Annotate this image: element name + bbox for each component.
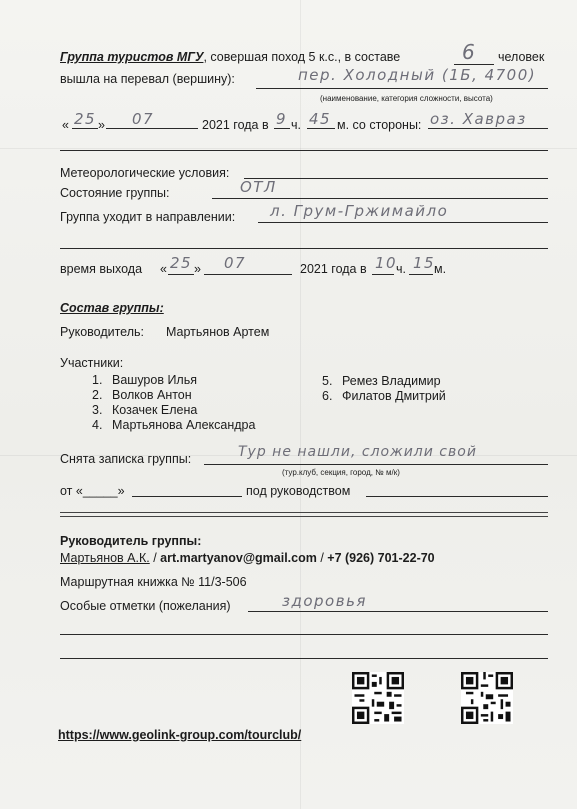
qr-code [461, 672, 513, 724]
leadership-underline [366, 496, 548, 497]
month-handwritten: 07 [132, 110, 155, 128]
intro-line [60, 50, 400, 65]
state-handwritten: ОТЛ [240, 178, 277, 196]
divider-line [60, 516, 548, 517]
leader-contact-name: Мартьянов А.К. [60, 551, 150, 565]
minute-underline [307, 128, 335, 129]
blank-line [60, 634, 548, 635]
departure-minute-unit: м. [434, 262, 447, 276]
composition-heading: Состав группы: [60, 301, 164, 315]
state-label: Состояние группы: [60, 186, 170, 200]
side-label: м. со стороны: [337, 118, 422, 132]
departure-day-underline [168, 274, 194, 275]
leader-name: Мартьянов Артем [166, 325, 270, 339]
tourclub-link[interactable]: https://www.geolink-group.com/tourclub/ [58, 728, 302, 742]
departure-hour-unit: ч. [396, 262, 406, 276]
departure-month-handwritten: 07 [224, 254, 247, 272]
group-label: Группа туристов МГУ [60, 50, 204, 64]
participant-item: 1. Вашуров Илья [92, 373, 198, 387]
departure-quote-close: » [194, 262, 201, 276]
qr-code [352, 672, 404, 724]
participant-item: 3. Козачек Елена [92, 403, 198, 417]
quote-close: » [98, 118, 105, 132]
departure-day-handwritten: 25 [170, 254, 193, 272]
removed-label: Снята записка группы: [60, 452, 192, 466]
from-blank: _____ [82, 484, 118, 498]
departure-minute-underline [409, 274, 433, 275]
quote-open: « [62, 118, 69, 132]
date-underline [132, 496, 242, 497]
divider-line [60, 512, 548, 513]
pass-label: вышла на перевал (вершину): [60, 72, 235, 86]
hour-unit: ч. [291, 118, 301, 132]
blank-line [60, 658, 548, 659]
hour-handwritten: 9 [276, 110, 288, 128]
weather-label: Метеорологические условия: [60, 166, 230, 180]
removed-underline [204, 464, 548, 465]
fold-line-horizontal [0, 148, 577, 149]
participant-item: 6. Филатов Дмитрий [322, 389, 446, 403]
notes-underline [248, 611, 548, 612]
removed-handwritten: Тур не нашли, сложили свой [238, 444, 477, 460]
notes-label: Особые отметки (пожелания) [60, 599, 231, 613]
notes-handwritten: здоровья [282, 592, 367, 610]
direction-handwritten: л. Грум-Гржимайло [270, 202, 449, 220]
leader-label: Руководитель: [60, 325, 145, 339]
departure-quote-open: « [160, 262, 167, 276]
direction-underline [258, 222, 548, 223]
leader-email: art.martyanov@gmail.com [160, 551, 317, 565]
participant-item: 2. Волков Антон [92, 388, 192, 402]
day-underline [72, 128, 98, 129]
leader-heading: Руководитель группы: [60, 534, 202, 548]
side-handwritten: оз. Хавраз [430, 110, 527, 128]
day-handwritten: 25 [74, 110, 97, 128]
departure-label: время выхода [60, 262, 143, 276]
month-underline [106, 128, 198, 129]
member-count-handwritten: 6 [462, 40, 477, 64]
contact-line: Мартьянов А.К. / art.martyanov@gmail.com / +7 (926) 701-22-70 [60, 551, 435, 565]
blank-line [60, 150, 548, 151]
year-text: 2021 года в [202, 118, 269, 132]
departure-hour-handwritten: 10 [375, 254, 398, 272]
minute-handwritten: 45 [309, 110, 332, 128]
leader-phone: +7 (926) 701-22-70 [327, 551, 435, 565]
hour-underline [274, 128, 290, 129]
people-word: человек [498, 50, 545, 64]
removed-from-line [60, 484, 125, 499]
removed-hint: (тур.клуб, секция, город, № м/к) [282, 468, 400, 477]
state-underline [212, 198, 548, 199]
side-underline [428, 128, 548, 129]
count-underline [454, 64, 494, 65]
route-book: Маршрутная книжка № 11/3-506 [60, 575, 247, 589]
departure-month-underline [204, 274, 292, 275]
from-text: от « [60, 484, 83, 498]
departure-year-text: 2021 года в [300, 262, 367, 276]
direction-label: Группа уходит в направлении: [60, 210, 236, 224]
pass-underline [256, 88, 548, 89]
departure-minute-handwritten: 15 [413, 254, 436, 272]
from-close: » [117, 484, 125, 498]
blank-line [60, 248, 548, 249]
participant-item: 4. Мартьянова Александра [92, 418, 256, 432]
weather-underline [244, 178, 548, 179]
under-leadership-label: под руководством [246, 484, 351, 498]
intro-text: , совершая поход 5 к.с., в составе [203, 50, 401, 64]
departure-hour-underline [372, 274, 394, 275]
pass-handwritten: пер. Холодный (1Б, 4700) [298, 66, 537, 84]
pass-hint: (наименование, категория сложности, высота) [320, 94, 493, 103]
participant-item: 5. Ремез Владимир [322, 374, 441, 388]
participants-label: Участники: [60, 356, 124, 370]
